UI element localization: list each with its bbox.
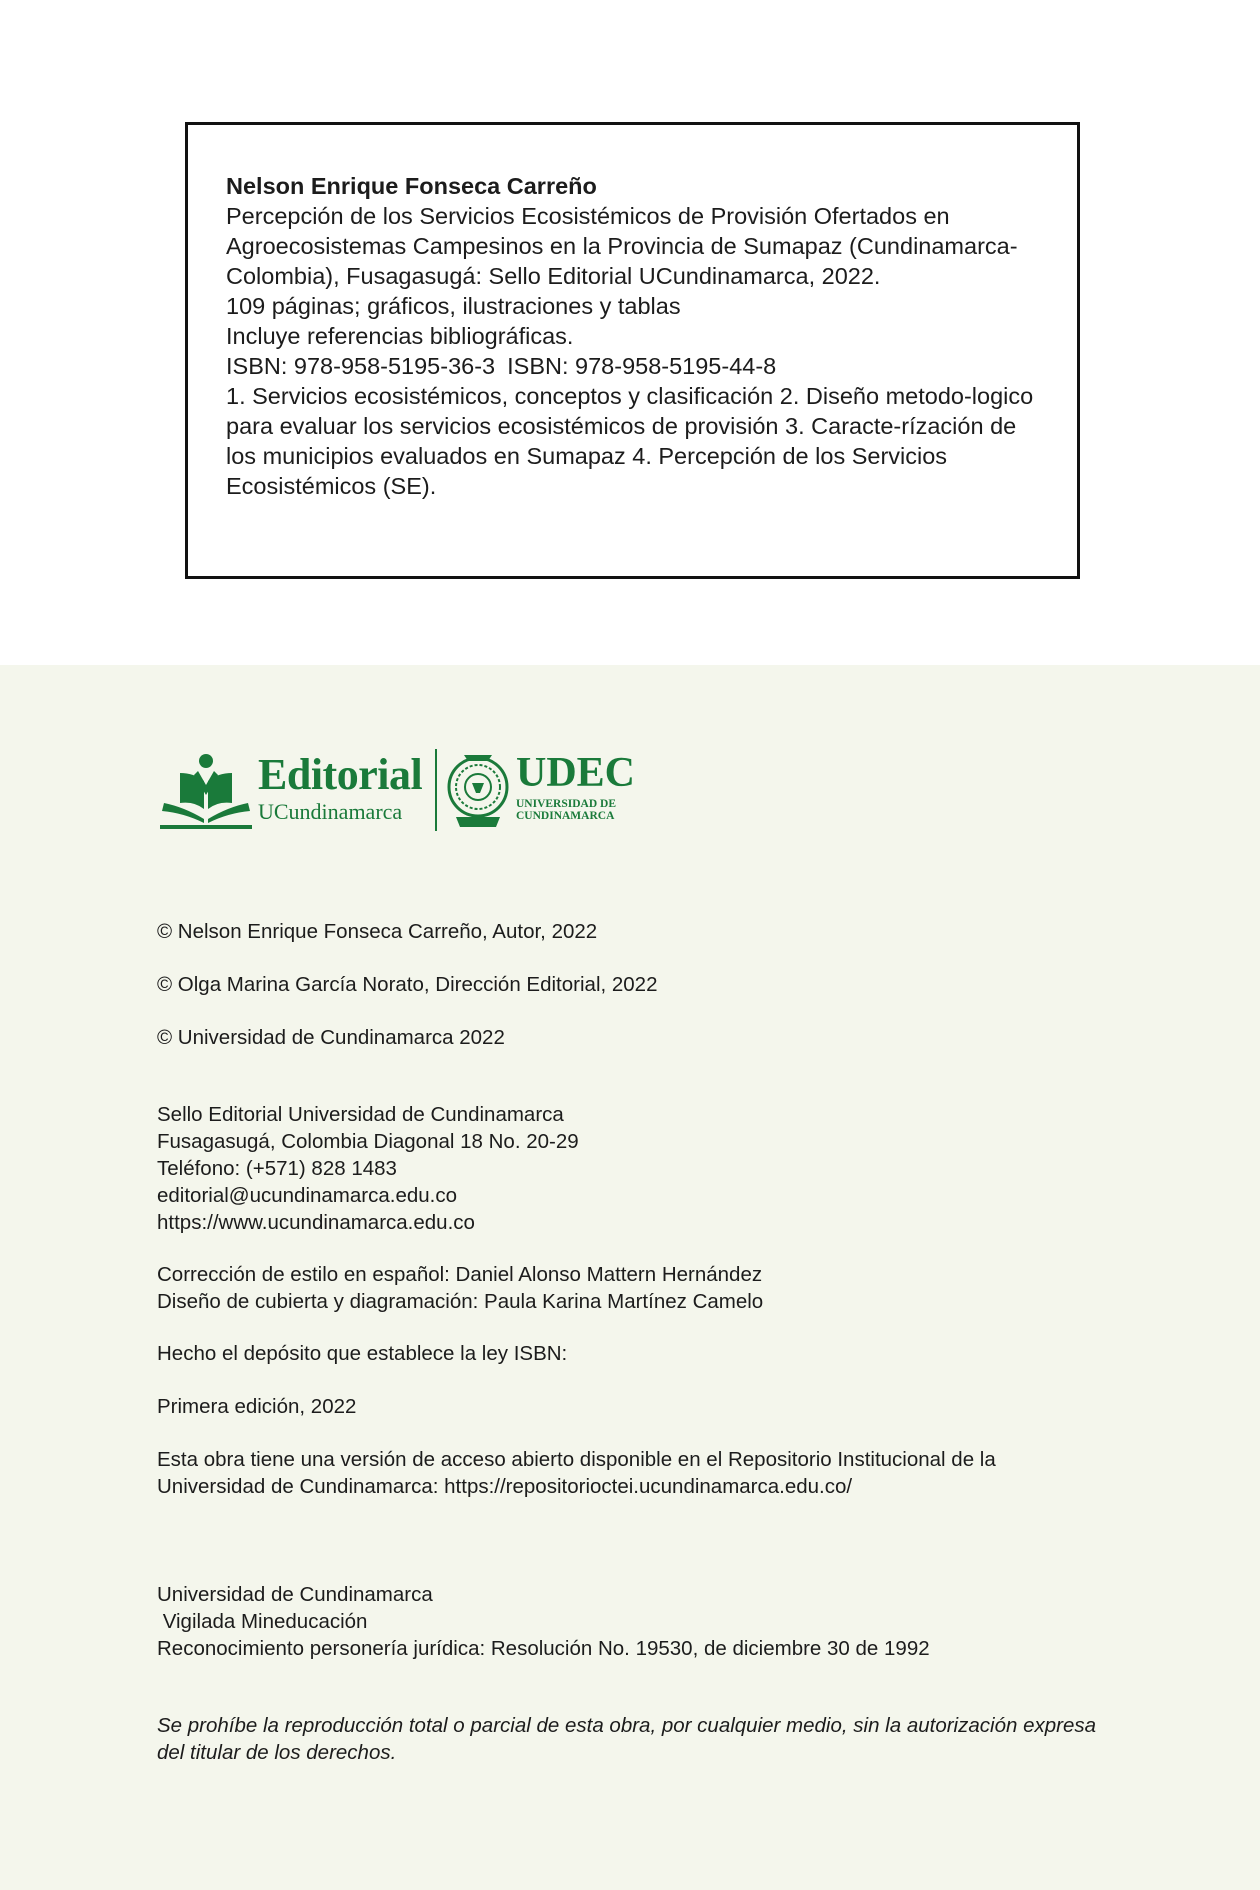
copyright-university: © Universidad de Cundinamarca 2022 [157, 1026, 505, 1049]
catalog-record-text [226, 171, 1046, 501]
logo-divider [435, 749, 437, 831]
institution-recognition: Reconocimiento personería jurídica: Resolución No. 19530, de diciembre 30 de 1992 [157, 1637, 930, 1660]
university-seal-icon [446, 747, 510, 831]
catalog-description: Percepción de los Servicios Ecosistémicos de Provisión Ofertados en Agroecosistemas Campesinos en la Provincia de Sumapaz (Cundinamarca-Colombia), Fusagasugá: Sello Editorial UCundinamarca, 2022. [226, 203, 1018, 289]
catalog-pages: 109 páginas; gráficos, ilustraciones y tablas [226, 293, 681, 319]
logo-editorial-word: Editorial [258, 750, 423, 799]
institution-info [157, 1581, 1107, 1662]
copyright-author: © Nelson Enrique Fonseca Carreño, Autor, 2022 [157, 920, 598, 943]
publisher-phone: Teléfono: (+571) 828 1483 [157, 1157, 397, 1180]
credit-design: Diseño de cubierta y diagramación: Paula Karina Martínez Camelo [157, 1290, 764, 1313]
publisher-name: Sello Editorial Universidad de Cundinamarca [157, 1103, 564, 1126]
edition: Primera edición, 2022 [157, 1395, 357, 1418]
catalog-isbn-row [226, 351, 1046, 381]
reproduction-notice: Se prohíbe la reproducción total o parcial de esta obra, por cualquier medio, sin la autorización expresa del titular de los derechos. [157, 1714, 1096, 1764]
publisher-address: Fusagasugá, Colombia Diagonal 18 No. 20-29 [157, 1130, 579, 1153]
open-access-note: Esta obra tiene una versión de acceso abierto disponible en el Repositorio Institucional de la Universidad de Cundinamarca: https://repositorioctei.ucundinamarca.edu.co/ [157, 1448, 996, 1498]
catalog-record-box [185, 122, 1080, 579]
catalog-isbn-1: ISBN: 978-958-5195-36-3 [226, 353, 496, 379]
institution-name: Universidad de Cundinamarca [157, 1583, 433, 1606]
catalog-author: Nelson Enrique Fonseca Carreño [226, 173, 597, 199]
logo-udec-word: UDEC [516, 750, 636, 796]
publisher-logo [158, 745, 638, 835]
institution-vigilada: Vigilada Mineducación [157, 1610, 368, 1633]
publisher-website[interactable]: https://www.ucundinamarca.edu.co [157, 1211, 475, 1234]
catalog-references: Incluye referencias bibliográficas. [226, 323, 574, 349]
legal-deposit: Hecho el depósito que establece la ley ISBN: [157, 1342, 568, 1365]
catalog-isbn-2: ISBN: 978-958-5195-44-8 [507, 353, 777, 379]
publisher-email[interactable]: editorial@ucundinamarca.edu.co [157, 1184, 458, 1207]
publisher-info [157, 1101, 1107, 1236]
copyright-editorial: © Olga Marina García Norato, Dirección Editorial, 2022 [157, 973, 658, 996]
catalog-contents: 1. Servicios ecosistémicos, conceptos y clasificación 2. Diseño metodo-logico para evaluar los servicios ecosistémicos de provisión 3. Caracte-rízación de los municipios evaluados en Sumapaz 4. Percepción de los Servicios Ecosistémicos (SE). [226, 383, 1034, 499]
book-reader-icon [158, 751, 254, 833]
credit-correction: Corrección de estilo en español: Daniel Alonso Mattern Hernández [157, 1263, 763, 1286]
credits [157, 1261, 1107, 1315]
logo-editorial-sub: UCundinamarca [258, 799, 403, 824]
logo-udec-sub: UNIVERSIDAD DE CUNDINAMARCA [516, 798, 617, 822]
